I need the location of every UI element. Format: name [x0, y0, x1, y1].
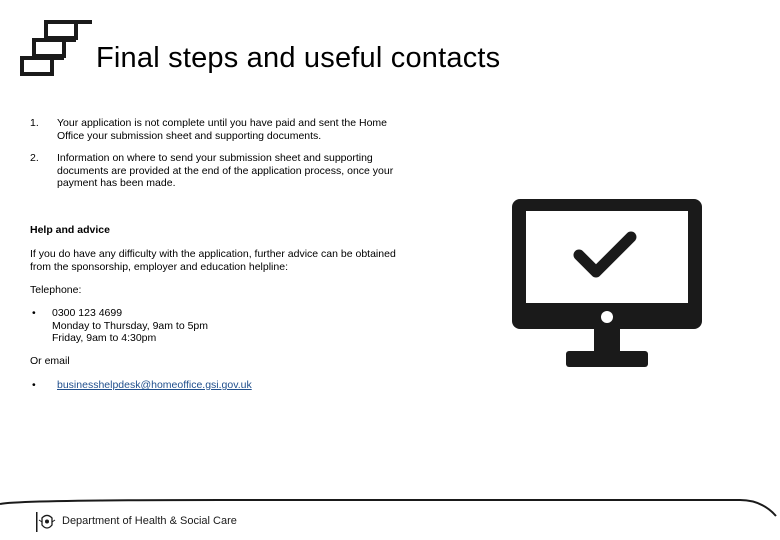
- help-heading: Help and advice: [30, 224, 110, 236]
- stairs-icon: [18, 18, 94, 80]
- step-text-line: Office your submission sheet and supporting documents.: [57, 129, 322, 142]
- monitor-checkmark-icon: [510, 197, 704, 372]
- email-link[interactable]: businesshelpdesk@homeoffice.gsi.gov.uk: [57, 379, 252, 391]
- step-text-line: payment has been made.: [57, 177, 176, 189]
- step-text-line: documents are provided at the end of the application process, once your: [57, 164, 394, 177]
- email-label: Or email: [30, 355, 70, 367]
- step-number: 2.: [30, 152, 39, 164]
- help-intro-line: from the sponsorship, employer and education helpline:: [30, 260, 288, 273]
- telephone-hours-friday: Friday, 9am to 4:30pm: [52, 332, 157, 344]
- step-number: 1.: [30, 117, 39, 129]
- bullet: •: [32, 379, 36, 391]
- step-text: [57, 117, 417, 142]
- step-text-line: Information on where to send your submission sheet and supporting: [57, 152, 373, 164]
- step-text: [57, 152, 417, 190]
- help-intro: [30, 248, 420, 273]
- help-intro-line: If you do have any difficulty with the application, further advice can be obtained: [30, 248, 396, 260]
- royal-crest-icon: [36, 512, 58, 532]
- telephone-label: Telephone:: [30, 284, 82, 296]
- footer-organisation: Department of Health & Social Care: [62, 515, 237, 527]
- telephone-details: [52, 307, 208, 345]
- bullet: •: [32, 307, 36, 319]
- telephone-hours-weekday: Monday to Thursday, 9am to 5pm: [52, 319, 209, 332]
- telephone-number: 0300 123 4699: [52, 307, 123, 319]
- page-title: Final steps and useful contacts: [96, 42, 501, 74]
- step-text-line: Your application is not complete until you have paid and sent the Home: [57, 117, 387, 129]
